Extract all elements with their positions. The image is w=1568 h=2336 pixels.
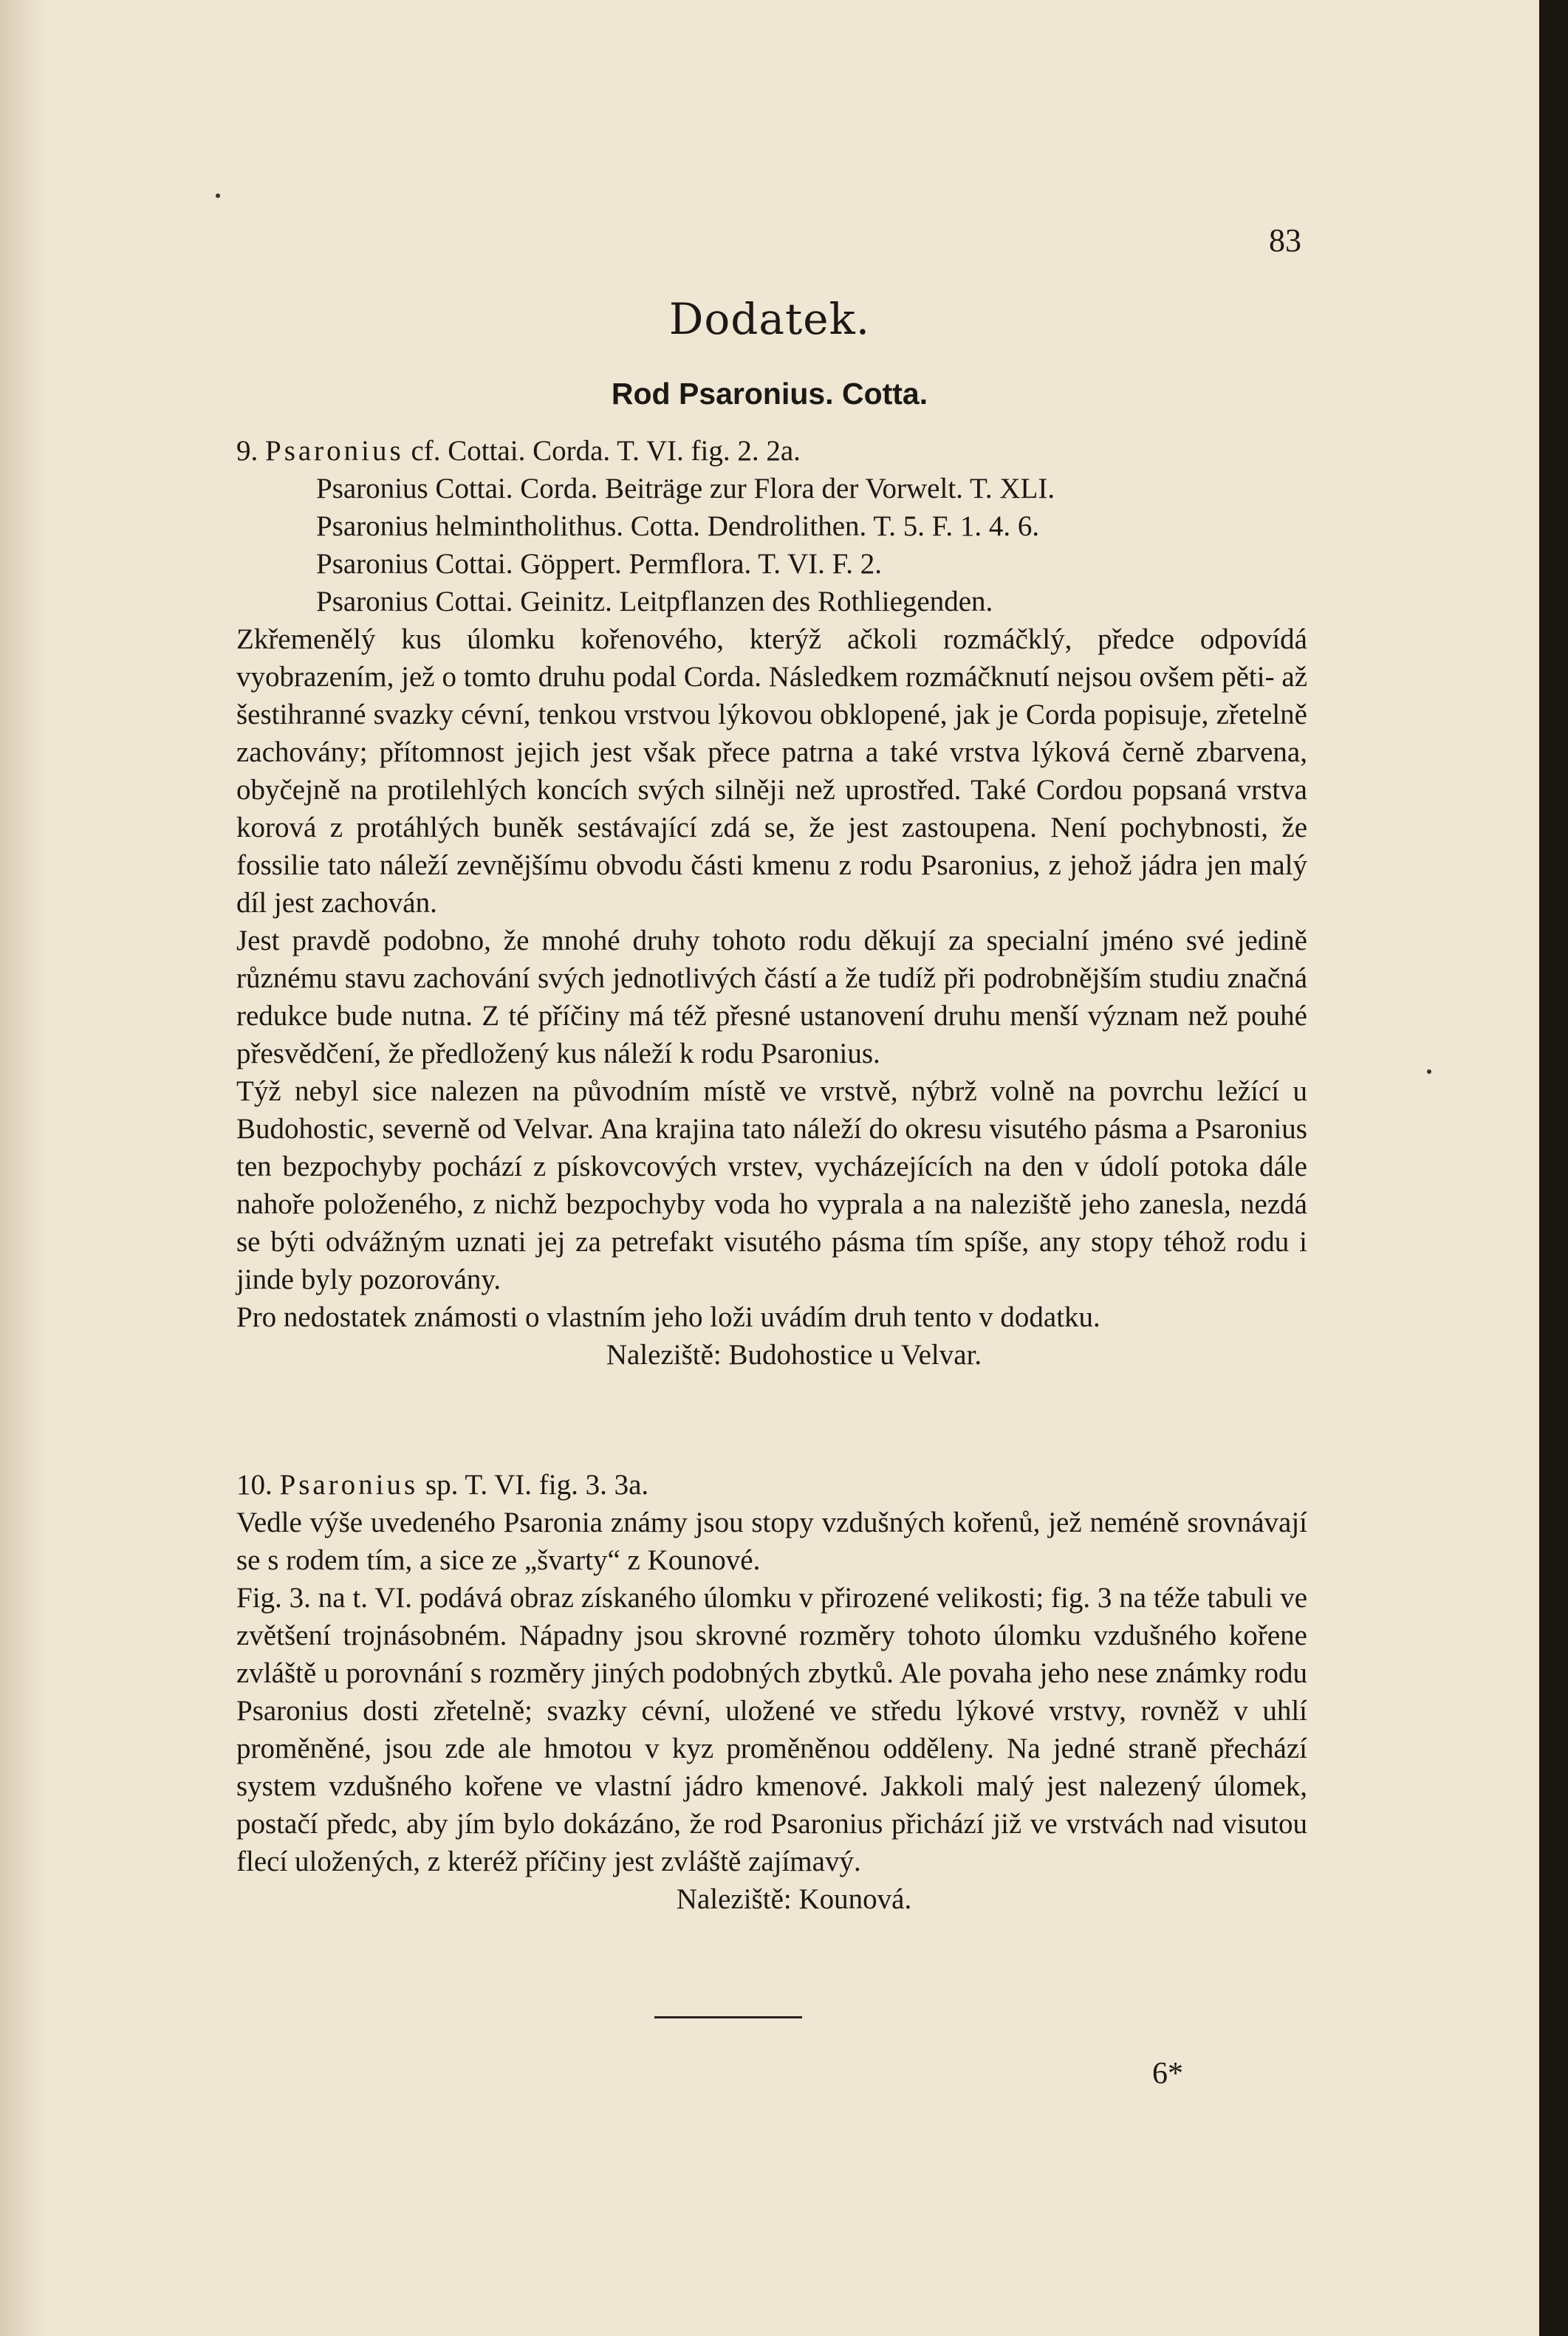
paragraph: Pro nedostatek známosti o vlastním jeho loži uvádím druh tento v dodatku. [236,1301,1100,1333]
synonym: Psaronius Cottai. Corda. Beiträge zur Flora der Vorwelt. T. XLI. [316,473,1055,504]
genus-name: Psaronius [265,435,404,467]
entry-number: 9. [236,435,259,467]
divider [654,2016,802,2018]
synonym: Psaronius Cottai. Göppert. Permflora. T. VI. F. 2. [316,548,882,580]
genus-name: Psaronius [279,1469,419,1501]
entry-reference: sp. T. VI. fig. 3. 3a. [425,1469,649,1501]
page-title: Dodatek. [668,294,871,344]
paragraph: Zkřemenělý kus úlomku kořenového, kterýž ačkoli rozmáčklý, předce odpovídá vyobrazením, jež o tomto druhu podal Corda. Následkem rozmáčknutí nejsou ovšem pěti- až šestihranné svazky cévní, tenkou vrstvou lýkovou obklopené, jak je Corda popisuje, zřetelně zachovány; přítomnost jejich jest však přece patrna a také vrstva lýková černě zbarvena, obyčejně na protilehlých koncích svých silněji než uprostřed. Také Cordou popsaná vrstva korová z protáhlých buněk sestávající zdá se, že jest zastoupena. Není pochybnosti, že fossilie tato náleží zevnějšímu obvodu části kmenu z rodu Psaronius, z jehož jádra jen malý díl jest zachován. [236,623,1307,919]
synonym: Psaronius Cottai. Geinitz. Leitpflanzen des Rothliegenden. [316,586,993,617]
entry-9 [236,432,1307,1374]
entry-reference: cf. Cottai. Corda. T. VI. fig. 2. 2a. [411,435,801,467]
entry-10 [236,1466,1307,1918]
binding-shadow [0,0,44,2336]
locality: Naleziště: Budohostice u Velvar. [606,1339,982,1371]
locality: Naleziště: Kounová. [676,1883,912,1915]
paragraph: Týž nebyl sice nalezen na původním místě ve vrstvě, nýbrž volně na povrchu ležící u Budohostic, severně od Velvar. Ana krajina tato náleží do okresu visutého pásma a Psaronius ten bezpochyby pochází z pískovcových vrstev, vycházejících na den v údolí potoka dále nahoře položeného, z nichž bezpochyby voda ho vyprala a na naleziště jeho zanesla, nezdá se býti odvážným uznati jej za petrefakt visutého pásma tím spíše, any stopy téhož rodu i jinde byly pozorovány. [236,1075,1307,1295]
speck [216,193,220,198]
page-number: 83 [1269,222,1301,258]
paragraph: Vedle výše uvedeného Psaronia známy jsou stopy vzdušných kořenů, jež neméně srovnávají se s rodem tím, a sice ze „švarty“ z Kounové. [236,1507,1307,1576]
entry-9-heading [236,432,1307,470]
signature-mark: 6* [1152,2057,1183,2091]
entry-number: 10. [236,1469,273,1501]
speck [1427,1069,1431,1074]
paragraph: Fig. 3. na t. VI. podává obraz získaného úlomku v přirozené velikosti; fig. 3 na téže tabuli ve zvětšení trojnásobném. Nápadny jsou skrovné rozměry tohoto úlomku vzdušného kořene zvláště u porovnání s rozměry jiných podobných zbytků. Ale povaha jeho nese známky rodu Psaronius dosti zřetelně; svazky cévní, uložené ve středu lýkové vrstvy, rovněž v uhlí proměněné, jsou zde ale hmotou v kyz proměněnou odděleny. Na jedné straně přechází system vzdušného kořene ve vlastní jádro kmenové. Jakkoli malý jest nalezený úlomek, postačí předc, aby jím bylo dokázáno, že rod Psaronius přichází již ve vrstvách nad visutou flecí uložených, z kteréž příčiny jest zvláště zajímavý. [236,1582,1307,1877]
paragraph: Jest pravdě podobno, že mnohé druhy tohoto rodu děkují za specialní jméno své jedině různému stavu zachování svých jednotlivých částí a že tudíž při podrobnějším studiu značná redukce bude nutna. Z té příčiny má též přesné ustanovení druhu menší význam než pouhé přesvědčení, že předložený kus náleží k rodu Psaronius. [236,925,1307,1069]
section-heading: Rod Psaronius. Cotta. [611,377,928,411]
synonym: Psaronius helmintholithus. Cotta. Dendrolithen. T. 5. F. 1. 4. 6. [316,510,1040,542]
entry-10-heading [236,1466,1307,1504]
